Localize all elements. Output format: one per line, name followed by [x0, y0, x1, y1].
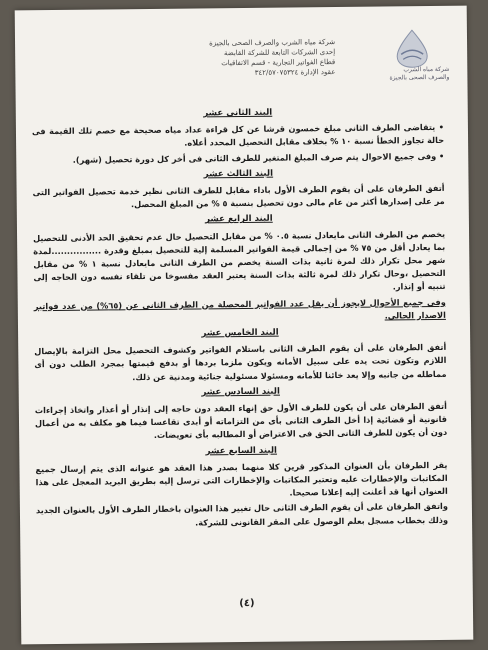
water-drop-logo-icon — [387, 28, 437, 69]
page-number: (٤) — [239, 597, 255, 610]
section-heading: البند السادس عشر — [201, 386, 281, 398]
section-paragraph: وفى جميع الأحوال لايجوز أن يقل عدد الفواتير المحصلة من الطرف الثانى عن (٦٥%) من عدد فواتير الاصدار الحالى. — [33, 296, 446, 321]
letterhead-line: عقود الإدارة ٣٤٢/٥٧٠٧٥٣٢٤ — [254, 68, 336, 77]
section-paragraph: أتفق الطرفان على أن يقوم الطرف الأول باداء مقابل للطرف الثانى نظير خدمة تحصيل الفواتير التى مر على إصدارها أكثر من عام مالى دون تحصيل بنسبة ٥ % من المبلغ المحصل. — [32, 182, 445, 210]
section-paragraph: • وفى جميع الاحوال يتم صرف المبلغ المتغير للطرف الثانى فى أخر كل دورة تحصيل (شهر). — [72, 150, 445, 165]
letterhead-line: قطاع الفواتير التجارية - قسم الاتفاقيات — [221, 58, 336, 68]
logo-line: والصرف الصحى بالجيزة — [389, 73, 450, 82]
section-heading: البند الثانى عشر — [203, 107, 273, 119]
section-paragraph: يقر الطرفان بأن العنوان المذكور قرين كلا منهما بصدر هذا العقد هو عنوانه الذى يتم إرسال جميع المكاتبات والإخطارات عليه وتعتبر المكاتبات والإخطارات التى ترسل إليه بطريق البريد المعجل على هذا العنوان أنها قد أعلنت إليه إعلانا صحيحا. — [35, 459, 448, 498]
section-paragraph: أتفق الطرفان على أن يكون للطرف الأول حق إنهاء العقد دون حاجه إلى إنذار أو أعذار واتخاذ إجراءات قانونية أو قضائية إذا أخل الطرف الثانى بأى من التزاماته أو أبدى تقاعسا فيما هو مكلف به من أعمال دون أن يكون للطرف الثانى الحق فى الاعتراض أو المطالبه بأى تعويضات. — [34, 400, 448, 441]
document-page — [15, 6, 474, 645]
logo-line: شركة مياه الشرب — [403, 65, 450, 74]
section-paragraph: • يتقاضى الطرف الثانى مبلغ خمسون قرشا عن كل قراءة عداد مياه صحيحة مع خصم تلك القيمة فى حالة تجاوز الخطأ نسبة ١٠ % بخلاف مقابل التحصيل المحدد أعلاه. — [31, 122, 445, 149]
letterhead-line: شركة مياه الشرب والصرف الصحى بالجيزة — [209, 38, 336, 48]
letterhead — [115, 37, 335, 79]
contract-body — [32, 102, 448, 533]
section-paragraph: واتفق الطرفان على أن يقوم الطرف الثانى حال تغيير هذا العنوان باخطار الطرف الأول بالعنوان الجديد وذلك بخطاب مسجل بعلم الوصول على المقر القانونى للشركة. — [35, 501, 449, 528]
logo-text — [341, 66, 449, 83]
section-heading: البند الثالث عشر — [203, 168, 274, 180]
section-paragraph: يخصم من الطرف الثانى مايعادل نسبة ٠.٥ % من مقابل التحصيل حال عدم تحقيق الحد الأدنى للتحصيل بما يعادل أقل من ٧٥ % من إجمالى قيمة الفواتير المسلمة إلية للتحصيل بمبلغ وقدرة ................لمدة شهر محل تكرار ذلك لمرة ثانية بذات السنة يخصم من الطرف الثانى مايعادل نسبة ١ % من مقابل التحصيل ،وحال تكرار ذلك لمرة ثالثة بذات السنة يعتبر العقد مفسوخا من تلقاء نفسه دون الحاجه إلى تنبيه أو إنذار. — [33, 228, 446, 292]
section-heading: البند الرابع عشر — [205, 214, 273, 225]
letterhead-line: إحدى الشركات التابعة للشركة القابضة — [223, 48, 336, 58]
section-heading: البند الخامس عشر — [201, 327, 279, 339]
section-paragraph: أتفق الطرفان على أن يقوم الطرف الثانى باستلام الفواتير وكشوف التحصيل محل التزامة بالإيصال اللازم وتكون تحت يده على سبيل الأمانه ويكون ملزما بردها أو بدفع قيمتها بمجرد الطلب دون أى مماطله من جانبه وإلا يعد خائنا للأمانه ومسئولا مسئولية جنائية ومدنية عن ذلك. — [34, 342, 447, 382]
section-heading: البند السابع عشر — [205, 445, 278, 457]
company-logo — [339, 28, 450, 91]
